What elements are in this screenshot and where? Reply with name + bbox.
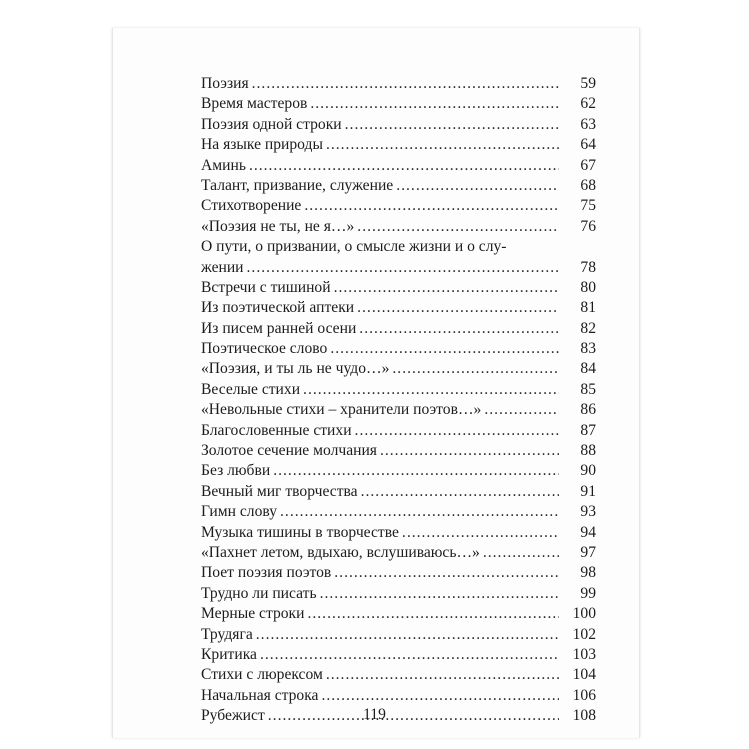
toc-entry-title: Критика [201,645,257,663]
toc-entry-page: 62 [580,95,596,113]
toc-entry [201,563,596,583]
toc-entry-title: Стихотворение [201,197,302,215]
toc-entry [201,278,596,298]
toc-entry-page: 93 [580,503,596,521]
toc-entry [201,94,596,114]
dot-leader [361,482,559,502]
toc-entry-title: Поэзия одной строки [201,115,342,133]
toc-entry-page: 106 [572,686,596,704]
toc-entry [201,502,596,522]
toc-entry-title: Музыка тишины в творчестве [201,523,399,541]
toc-entry-page: 81 [580,299,596,317]
dot-leader [359,319,559,339]
toc-entry-title: Веселые стихи [201,380,301,398]
toc-entry-title: Поэтическое слово [201,340,328,358]
toc-entry [201,461,596,481]
toc-entry [201,380,596,400]
toc-entry-title: Начальная строка [201,686,319,704]
dot-leader [330,339,559,359]
dot-leader [392,359,559,379]
toc-entry-title: Время мастеров [201,95,308,113]
toc-entry-title: «Невольные стихи – хранители поэтов…» [201,401,482,419]
dot-leader [334,563,559,583]
dot-leader [307,604,559,624]
toc-entry-page: 67 [580,156,596,174]
toc-entry [201,441,596,461]
toc-entry-title: «Поэзия не ты, не я…» [201,217,355,235]
toc-entry-title: «Пахнет летом, вдыхаю, вслушиваюсь…» [201,543,480,561]
toc-entry-title: Рубежист [201,707,265,725]
toc-entry [201,686,596,706]
dot-leader [304,196,559,216]
toc-entry-page: 91 [580,482,596,500]
toc-entry [201,74,596,94]
table-of-contents [201,74,596,727]
dot-leader [357,217,559,237]
toc-entry-page: 97 [580,543,596,561]
toc-entry-page: 100 [572,605,596,623]
toc-entry-page: 75 [580,197,596,215]
toc-entry [201,645,596,665]
dot-leader [249,156,559,176]
toc-entry-title: На языке природы [201,136,323,154]
toc-entry [201,258,596,278]
toc-entry [201,523,596,543]
toc-entry-title: Из поэтической аптеки [201,299,355,317]
dot-leader [320,584,559,604]
page-number: 119 [363,706,386,723]
dot-leader [326,665,559,685]
toc-entry-page: 82 [580,319,596,337]
toc-entry-page: 99 [580,584,596,602]
toc-entry-title: жении [201,258,244,276]
toc-entry-title: О пути, о призвании, о смысле жизни и о слу- [201,238,507,256]
toc-entry-title: Талант, призвание, служение [201,176,394,194]
toc-entry-page: 64 [580,136,596,154]
toc-entry [201,115,596,135]
toc-entry-title: Мерные строки [201,605,305,623]
toc-entry-page: 90 [580,462,596,480]
dot-leader [396,176,559,196]
toc-entry-page: 63 [580,115,596,133]
toc-entry-title: Трудяга [201,625,253,643]
toc-entry-page: 68 [580,176,596,194]
dot-leader [380,441,559,461]
toc-entry [201,196,596,216]
toc-entry-title: Без любви [201,462,271,480]
toc-entry-page: 108 [572,707,596,725]
toc-entry-page: 103 [572,645,596,663]
toc-entry-page: 78 [580,258,596,276]
toc-entry-page: 85 [580,380,596,398]
toc-entry-page: 88 [580,442,596,460]
toc-entry-page: 76 [580,217,596,235]
dot-leader [303,380,559,400]
toc-entry-page: 98 [580,564,596,582]
dot-leader [256,625,559,645]
toc-entry-page: 104 [572,666,596,684]
toc-entry-page: 83 [580,340,596,358]
toc-entry-page: 87 [580,421,596,439]
dot-leader [355,421,559,441]
dot-leader [252,74,559,94]
dot-leader [483,543,559,563]
dot-leader [247,258,559,278]
toc-entry [201,339,596,359]
toc-entry-page: 86 [580,401,596,419]
dot-leader [334,278,559,298]
toc-entry [201,135,596,155]
dot-leader [326,135,559,155]
toc-entry [201,665,596,685]
toc-entry [201,359,596,379]
dot-leader [357,298,559,318]
dot-leader [280,502,559,522]
toc-entry-title: Благословенные стихи [201,421,352,439]
toc-entry-page: 102 [572,625,596,643]
dot-leader [260,645,559,665]
toc-entry-title: Вечный миг творчества [201,482,358,500]
toc-entry [201,584,596,604]
toc-entry-page: 80 [580,278,596,296]
toc-entry-page: 84 [580,360,596,378]
toc-entry-title: Встречи с тишиной [201,278,331,296]
toc-entry-title: Поэзия [201,75,249,92]
toc-entry-title: Стихи с люрексом [201,666,323,684]
toc-entry [201,543,596,563]
dot-leader [273,461,559,481]
toc-entry-title: Трудно ли писать [201,584,317,602]
toc-entry [201,400,596,420]
toc-entry [201,421,596,441]
toc-entry-title: Аминь [201,156,246,174]
dot-leader [402,523,559,543]
toc-entry-title: Поет поэзия поэтов [201,564,332,582]
dot-leader [310,94,559,114]
toc-entry [201,625,596,645]
toc-entry-page: 59 [580,75,596,92]
toc-entry-title: Золотое сечение молчания [201,442,377,460]
toc-entry [201,176,596,196]
toc-entry [201,156,596,176]
toc-entry [201,604,596,624]
toc-entry-title: Из писем ранней осени [201,319,357,337]
toc-entry-title: Гимн слову [201,503,278,521]
toc-entry-first-line [201,237,596,257]
dot-leader [345,115,559,135]
toc-entry [201,298,596,318]
toc-entry [201,217,596,237]
dot-leader [321,686,559,706]
dot-leader [484,400,559,420]
toc-entry [201,482,596,502]
toc-entry-page: 94 [580,523,596,541]
toc-entry [201,319,596,339]
toc-entry-title: «Поэзия, и ты ль не чудо…» [201,360,390,378]
